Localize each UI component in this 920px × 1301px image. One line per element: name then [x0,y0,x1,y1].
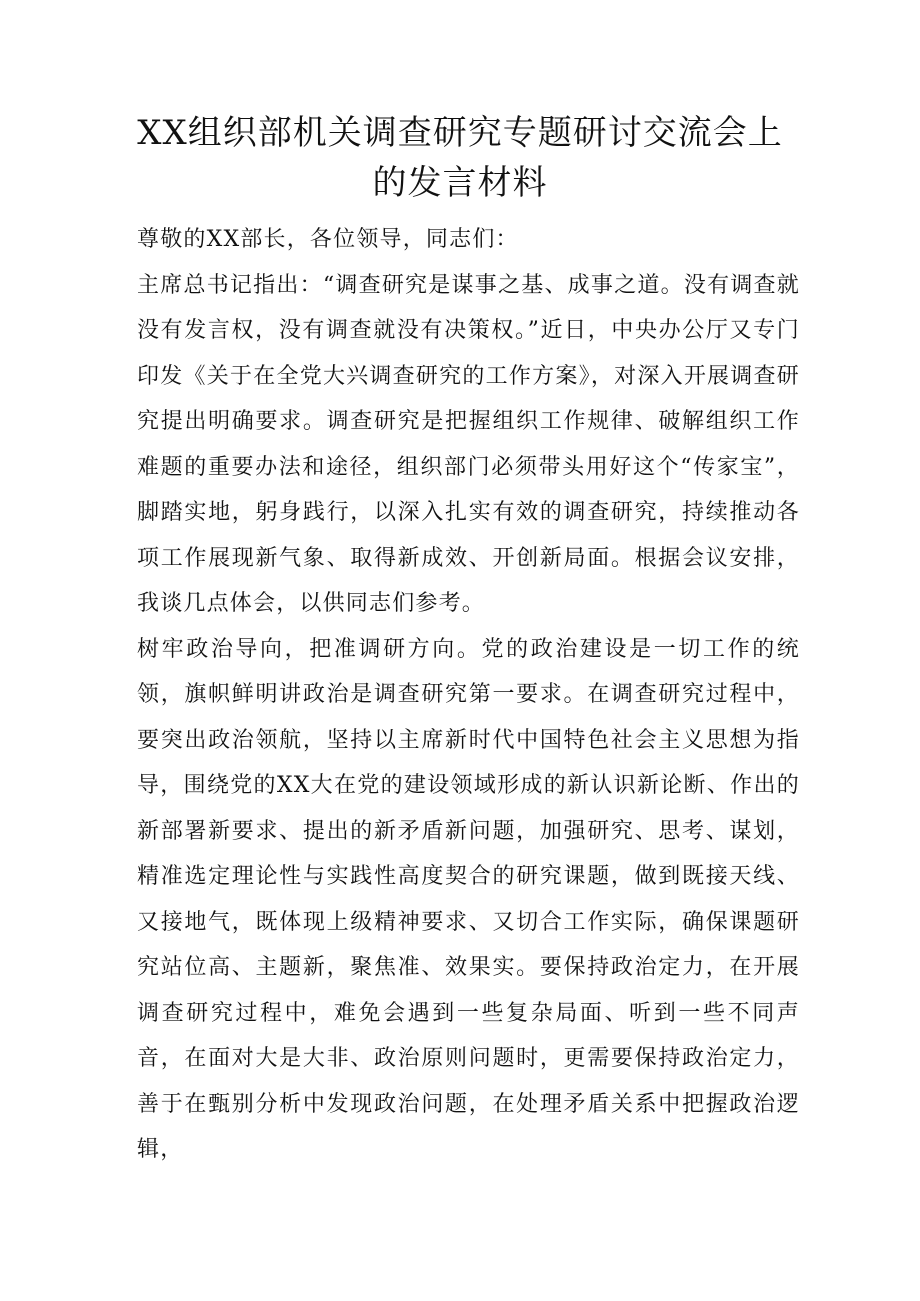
title-line-2: 的发言材料 [372,163,548,203]
salutation: 尊敬的XX部长，各位领导，同志们： [137,227,519,252]
paragraph-1: 主席总书记指出：“调查研究是谋事之基、成事之道。没有调查就没有发言权，没有调查就没有决策权。”近日，中央办公厅又专门印发《关于在全党大兴调查研究的工作方案》，对深入开展调查研究提出明确要求。调查研究是把握组织工作规律、破解组织工作难题的重要办法和途径，组织部门必须带头用好这个“传家宝”，脚踏实地，躬身践行，以深入扎实有效的调查研究，持续推动各项工作展现新气象、取得新成效、开创新局面。根据会议安排，我谈几点体会，以供同志们参考。 [137,272,800,616]
paragraph-2: 树牢政治导向，把准调研方向。党的政治建设是一切工作的统领，旗帜鲜明讲政治是调查研究第一要求。在调查研究过程中，要突出政治领航，坚持以主席新时代中国特色社会主义思想为指导，围绕党的XX大在党的建设领域形成的新认识新论断、作出的新部署新要求、提出的新矛盾新问题，加强研究、思考、谋划，精准选定理论性与实践性高度契合的研究课题，做到既接天线、又接地气，既体现上级精神要求、又切合工作实际，确保课题研究站位高、主题新，聚焦准、效果实。要保持政治定力，在开展调查研究过程中，难免会遇到一些复杂局面、听到一些不同声音，在面对大是大非、政治原则问题时，更需要保持政治定力，善于在甄别分析中发现政治问题，在处理矛盾关系中把握政治逻辑， [137,636,800,1162]
document-title [120,108,800,208]
title-line-1: XX组织部机关调查研究专题研讨交流会上 [137,113,783,153]
document-body [137,217,800,1173]
